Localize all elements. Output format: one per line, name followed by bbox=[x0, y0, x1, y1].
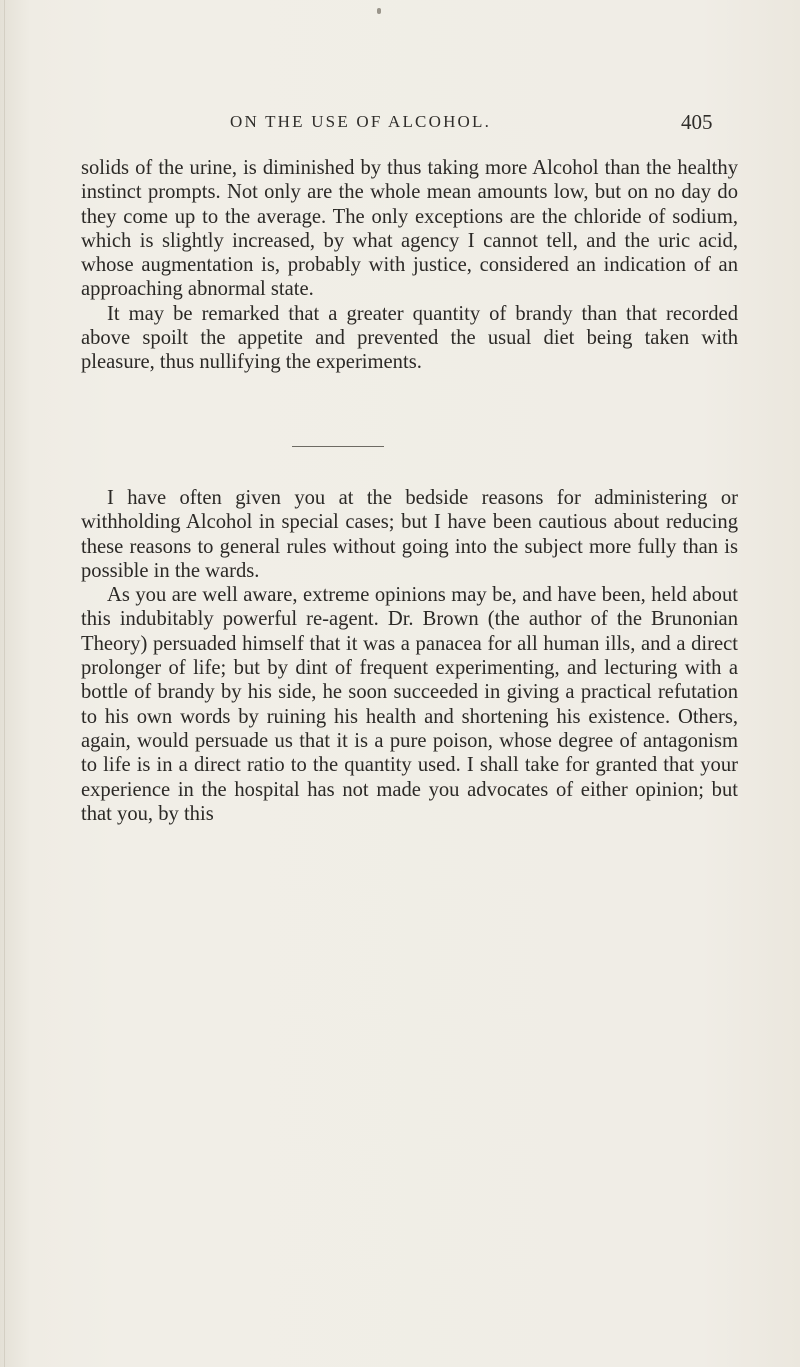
section-divider bbox=[292, 446, 384, 447]
page-header bbox=[0, 112, 800, 142]
page-number: 405 bbox=[681, 110, 713, 134]
paragraph: It may be remarked that a greater quantity of brandy than that recorded above spoilt the appetite and prevented the usual diet being taken with pleasure, thus nullifying the experiments. bbox=[81, 302, 738, 374]
text-block-lower bbox=[81, 486, 738, 826]
ink-speck bbox=[377, 8, 381, 14]
paragraph: I have often given you at the bedside reasons for administering or withholding Alcohol in special cases; but I have been cautious about reducing these reasons to general rules without going into the subject more fully than is possible in the wards. bbox=[81, 487, 738, 582]
running-head: ON THE USE OF ALCOHOL. bbox=[230, 112, 492, 131]
paragraph: As you are well aware, extreme opinions may be, and have been, held about this indubitably powerful re-agent. Dr. Brown (the author of the Brunonian Theory) persuaded himself that it was a panacea for all human ills, and a direct prolonger of life; but by dint of frequent experimenting, and lecturing with a bottle of brandy by his side, he soon succeeded in giving a practical refutation to his own words by ruining his health and shortening his existence. Others, again, would persuade us that it is a pure poison, whose degree of antagonism to life is in a direct ratio to the quantity used. I shall take for granted that your experience in the hospital has not made you advocates of either opinion; but that you, by this bbox=[81, 584, 738, 825]
text-block-upper bbox=[81, 156, 738, 375]
page-gutter-edge bbox=[4, 0, 5, 1367]
paragraph: solids of the urine, is diminished by thus taking more Alcohol than the healthy instinct prompts. Not only are the whole mean amounts low, but on no day do they come up to the average. The only exceptions are the chloride of sodium, which is slightly increased, by what agency I cannot tell, and the uric acid, whose augmentation is, probably with justice, considered an indication of an approaching abnormal state. bbox=[81, 157, 738, 301]
